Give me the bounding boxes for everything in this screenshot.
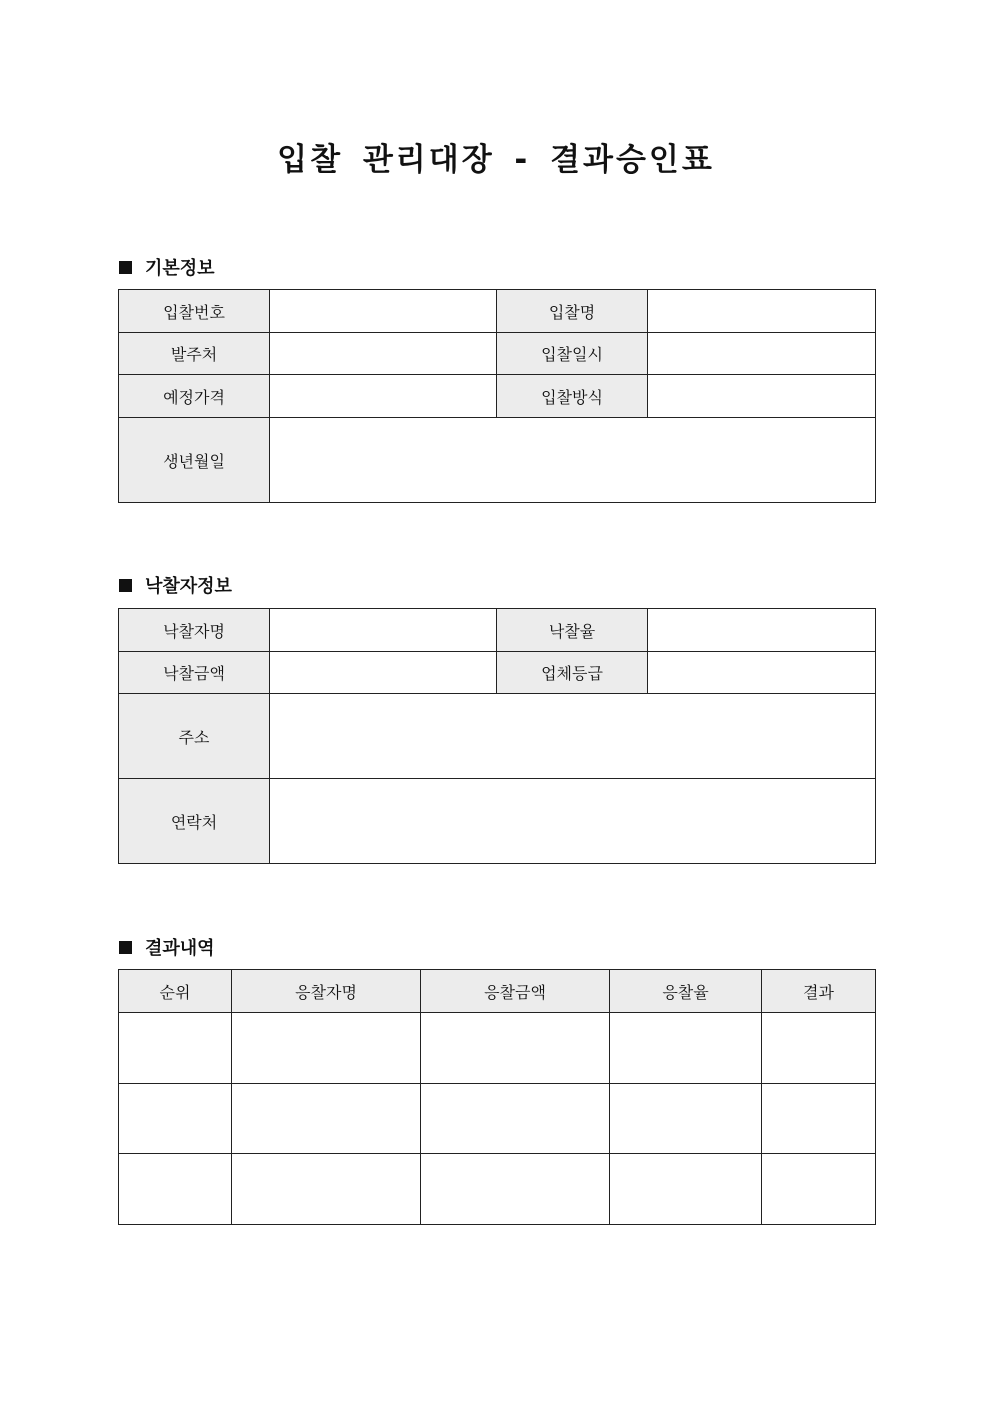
section-title: 결과내역	[145, 938, 215, 959]
label-winner-name: 낙찰자명	[119, 609, 270, 652]
label-orderer: 발주처	[119, 333, 270, 375]
field-address[interactable]	[270, 694, 876, 779]
section-heading-basic-info	[119, 254, 215, 280]
cell-bidder-name[interactable]	[232, 1154, 421, 1225]
square-bullet-icon	[119, 579, 132, 592]
label-estimated-price: 예정가격	[119, 375, 270, 418]
label-birth-date: 생년월일	[119, 418, 270, 503]
cell-bidder-name[interactable]	[232, 1013, 421, 1084]
field-estimated-price[interactable]	[270, 375, 497, 418]
field-bid-datetime[interactable]	[648, 333, 876, 375]
basic-info-table	[118, 289, 876, 503]
field-birth-date[interactable]	[270, 418, 876, 503]
field-award-rate[interactable]	[648, 609, 876, 652]
cell-bid-amount[interactable]	[421, 1084, 610, 1154]
cell-result[interactable]	[762, 1013, 876, 1084]
cell-result[interactable]	[762, 1154, 876, 1225]
cell-rank[interactable]	[119, 1154, 232, 1225]
label-bid-number: 입찰번호	[119, 290, 270, 333]
field-bid-number[interactable]	[270, 290, 497, 333]
table-row	[119, 1084, 876, 1154]
section-heading-winner-info	[119, 572, 232, 598]
column-header-rank: 순위	[119, 970, 232, 1013]
cell-bid-rate[interactable]	[610, 1013, 762, 1084]
field-award-amount[interactable]	[270, 652, 497, 694]
field-bid-name[interactable]	[648, 290, 876, 333]
cell-rank[interactable]	[119, 1084, 232, 1154]
square-bullet-icon	[119, 261, 132, 274]
results-table	[118, 969, 876, 1225]
column-header-bidder-name: 응찰자명	[232, 970, 421, 1013]
table-row	[119, 1013, 876, 1084]
table-row	[119, 1154, 876, 1225]
label-bid-name: 입찰명	[497, 290, 648, 333]
label-bid-datetime: 입찰일시	[497, 333, 648, 375]
cell-result[interactable]	[762, 1084, 876, 1154]
cell-bidder-name[interactable]	[232, 1084, 421, 1154]
section-title: 낙찰자정보	[145, 576, 232, 597]
column-header-bid-rate: 응찰율	[610, 970, 762, 1013]
field-orderer[interactable]	[270, 333, 497, 375]
label-address: 주소	[119, 694, 270, 779]
cell-bid-rate[interactable]	[610, 1154, 762, 1225]
square-bullet-icon	[119, 941, 132, 954]
field-company-grade[interactable]	[648, 652, 876, 694]
field-winner-name[interactable]	[270, 609, 497, 652]
column-header-bid-amount: 응찰금액	[421, 970, 610, 1013]
cell-bid-amount[interactable]	[421, 1013, 610, 1084]
section-heading-results	[119, 934, 215, 960]
field-contact[interactable]	[270, 779, 876, 864]
document-title: 입찰 관리대장 - 결과승인표	[277, 142, 715, 178]
label-award-amount: 낙찰금액	[119, 652, 270, 694]
section-title: 기본정보	[145, 258, 215, 279]
winner-info-table	[118, 608, 876, 864]
label-award-rate: 낙찰율	[497, 609, 648, 652]
label-company-grade: 업체등급	[497, 652, 648, 694]
label-contact: 연락처	[119, 779, 270, 864]
field-bid-method[interactable]	[648, 375, 876, 418]
cell-rank[interactable]	[119, 1013, 232, 1084]
column-header-result: 결과	[762, 970, 876, 1013]
label-bid-method: 입찰방식	[497, 375, 648, 418]
cell-bid-rate[interactable]	[610, 1084, 762, 1154]
cell-bid-amount[interactable]	[421, 1154, 610, 1225]
